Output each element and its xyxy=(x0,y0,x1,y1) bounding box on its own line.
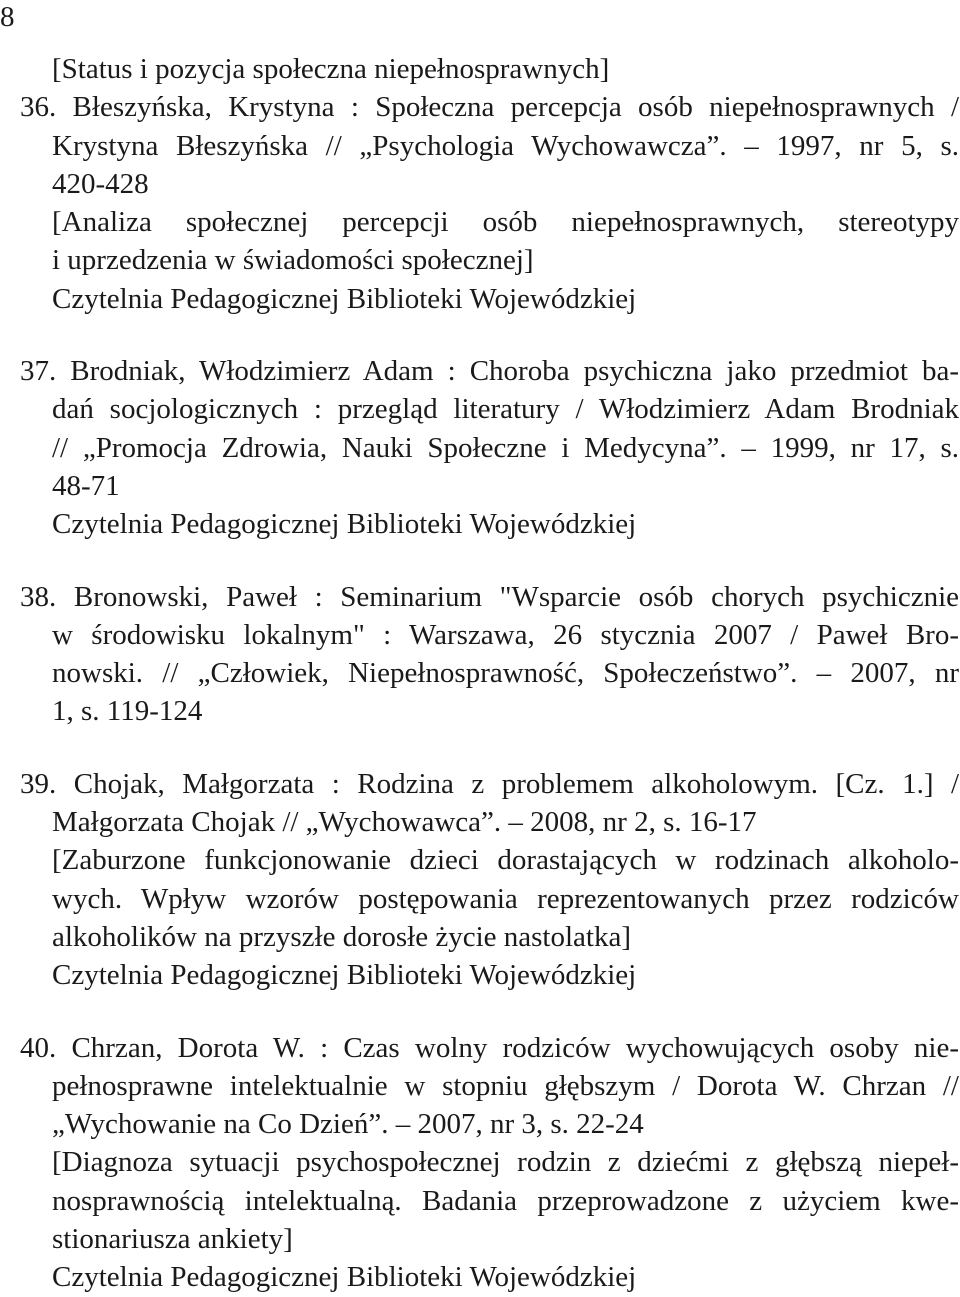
entry-line: 39. Chojak, Małgorzata : Rodzina z problemem alkoholowym. [Cz. 1.] / xyxy=(20,767,959,800)
entry-line: Małgorzata Chojak // „Wychowawca”. – 2008, nr 2, s. 16-17 xyxy=(52,806,757,839)
entry-line: [Analiza społecznej percepcji osób niepełnosprawnych, stereotypy xyxy=(52,206,959,239)
entry-line: nowski. // „Człowiek, Niepełnosprawność, Społeczeństwo”. – 2007, nr xyxy=(52,657,959,690)
entry-line: [Status i pozycja społeczna niepełnosprawnych] xyxy=(52,53,610,85)
entry-line: 1, s. 119-124 xyxy=(52,695,203,728)
entry-line: 420-428 xyxy=(52,167,149,200)
entry-line: w środowisku lokalnym" : Warszawa, 26 stycznia 2007 / Paweł Bro- xyxy=(52,618,959,651)
entry-line: 36. Błeszyńska, Krystyna : Społeczna percepcja osób niepełnosprawnych / xyxy=(20,91,959,124)
page-number: 8 xyxy=(0,1,15,33)
entry-line: [Diagnoza sytuacji psychospołecznej rodzin z dziećmi z głębszą niepeł- xyxy=(52,1146,959,1179)
entry-line: i uprzedzenia w świadomości społecznej] xyxy=(52,244,534,277)
entry-line: pełnosprawne intelektualnie w stopniu głębszym / Dorota W. Chrzan // xyxy=(52,1069,959,1102)
entry-line: stionariusza ankiety] xyxy=(52,1223,293,1256)
bibliography-entry-continuation xyxy=(20,50,959,88)
bibliography-entry-37 xyxy=(20,352,959,543)
entry-line: nosprawnością intelektualną. Badania przeprowadzone z użyciem kwe- xyxy=(52,1184,959,1217)
entry-location: Czytelnia Pedagogicznej Biblioteki Wojewódzkiej xyxy=(52,1261,637,1294)
entry-line: alkoholików na przyszłe dorosłe życie nastolatka] xyxy=(52,920,631,953)
entry-line: 37. Brodniak, Włodzimierz Adam : Choroba psychiczna jako przedmiot ba- xyxy=(20,355,959,388)
entry-line: 38. Bronowski, Paweł : Seminarium "Wsparcie osób chorych psychicznie xyxy=(20,580,959,613)
bibliography-list xyxy=(20,50,959,1297)
entry-line: wych. Wpływ wzorów postępowania reprezentowanych przez rodziców xyxy=(52,882,959,915)
bibliography-entry-36 xyxy=(20,88,959,318)
entry-line: dań socjologicznych : przegląd literatury / Włodzimierz Adam Brodniak xyxy=(52,393,959,426)
entry-line: 48-71 xyxy=(52,469,120,502)
entry-line: Krystyna Błeszyńska // „Psychologia Wychowawcza”. – 1997, nr 5, s. xyxy=(52,129,959,162)
entry-line: // „Promocja Zdrowia, Nauki Społeczne i Medycyna”. – 1999, nr 17, s. xyxy=(52,431,959,464)
bibliography-entry-38 xyxy=(20,578,959,731)
entry-line: [Zaburzone funkcjonowanie dzieci dorastających w rodzinach alkoholo- xyxy=(52,844,959,877)
entry-location: Czytelnia Pedagogicznej Biblioteki Wojewódzkiej xyxy=(52,282,637,315)
entry-line: „Wychowanie na Co Dzień”. – 2007, nr 3, s. 22-24 xyxy=(52,1108,644,1141)
bibliography-entry-39 xyxy=(20,765,959,995)
entry-location: Czytelnia Pedagogicznej Biblioteki Wojewódzkiej xyxy=(52,959,637,992)
bibliography-entry-40 xyxy=(20,1029,959,1297)
entry-line: 40. Chrzan, Dorota W. : Czas wolny rodziców wychowujących osoby nie- xyxy=(20,1031,959,1064)
entry-location: Czytelnia Pedagogicznej Biblioteki Wojewódzkiej xyxy=(52,508,637,541)
